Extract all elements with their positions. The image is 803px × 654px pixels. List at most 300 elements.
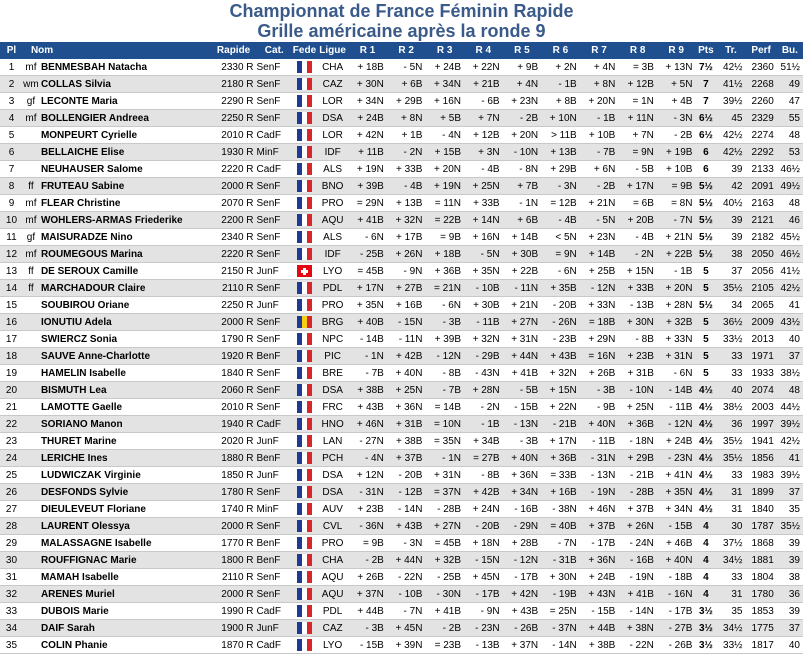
round-result-cell: + 30B (503, 246, 542, 263)
performance-cell: 2268 (746, 76, 777, 93)
round-result-cell: + 39B (425, 331, 464, 348)
federation-cell (292, 518, 317, 535)
table-row (0, 297, 803, 314)
round-result-cell: = 14B (425, 399, 464, 416)
player-name-cell (23, 552, 211, 569)
category-cell: SenF (257, 518, 292, 535)
federation-cell (292, 620, 317, 637)
round-result-cell: - 15N (387, 314, 426, 331)
france-flag-icon (297, 146, 312, 158)
france-flag-icon (297, 418, 312, 430)
rank-cell: 22 (0, 416, 23, 433)
category-cell: SenF (257, 76, 292, 93)
round-result-cell: + 41B (425, 603, 464, 620)
rank-cell: 17 (0, 331, 23, 348)
round-result-cell: + 13B (541, 144, 580, 161)
buchholz-cell: 41½ (777, 263, 803, 280)
points-cell: 7½ (695, 59, 716, 76)
round-result-cell: - 13B (464, 637, 503, 654)
rank-cell: 30 (0, 552, 23, 569)
tiebreak-cell: 34½ (716, 552, 745, 569)
rank-cell: 1 (0, 59, 23, 76)
round-result-cell: + 38B (348, 382, 387, 399)
round-result-cell: + 24N (464, 501, 503, 518)
player-name: DAIF Sarah (40, 622, 95, 634)
round-result-cell: - 17B (657, 603, 696, 620)
points-cell: 6½ (695, 127, 716, 144)
round-result-cell: - 26B (657, 637, 696, 654)
league-cell: PDL (317, 280, 348, 297)
round-result-cell: - 23N (657, 450, 696, 467)
category-cell: SenF (257, 59, 292, 76)
federation-cell (292, 501, 317, 518)
round-result-cell: + 5N (657, 76, 696, 93)
rank-cell: 11 (0, 229, 23, 246)
france-flag-icon (297, 197, 312, 209)
france-flag-icon (297, 350, 312, 362)
round-result-cell: + 36B (425, 263, 464, 280)
rank-cell: 16 (0, 314, 23, 331)
federation-cell (292, 450, 317, 467)
league-cell: PCH (317, 450, 348, 467)
buchholz-cell: 39 (777, 603, 803, 620)
round-result-cell: + 36N (387, 399, 426, 416)
player-name: SORIANO Manon (40, 418, 123, 430)
rating-cell: 2010 R (211, 127, 257, 144)
points-cell: 5½ (695, 195, 716, 212)
buchholz-cell: 37 (777, 620, 803, 637)
table-row (0, 586, 803, 603)
round-result-cell: + 23B (348, 501, 387, 518)
round-result-cell: + 44B (580, 620, 619, 637)
player-name-cell (23, 297, 211, 314)
round-result-cell: - 15N (464, 552, 503, 569)
buchholz-cell: 38 (777, 569, 803, 586)
buchholz-cell: 44½ (777, 399, 803, 416)
round-result-cell: + 21N (580, 195, 619, 212)
player-name: LUDWICZAK Virginie (40, 469, 141, 481)
round-result-cell: - 11N (503, 280, 542, 297)
france-flag-icon (297, 95, 312, 107)
round-result-cell: - 14N (541, 637, 580, 654)
performance-cell: 2013 (746, 331, 777, 348)
round-result-cell: + 46N (348, 416, 387, 433)
round-result-cell: + 33B (618, 280, 657, 297)
federation-cell (292, 263, 317, 280)
round-result-cell: + 6B (387, 76, 426, 93)
category-cell: JunF (257, 620, 292, 637)
round-result-cell: - 11B (657, 399, 696, 416)
round-result-cell: + 24B (657, 433, 696, 450)
round-result-cell: + 31B (618, 365, 657, 382)
round-result-cell: + 20N (425, 161, 464, 178)
round-result-cell: + 41N (657, 467, 696, 484)
round-result-cell: + 6B (503, 212, 542, 229)
france-flag-icon (297, 435, 312, 447)
round-result-cell: - 9B (580, 399, 619, 416)
round-result-cell: - 2B (348, 552, 387, 569)
round-result-cell: - 29B (464, 348, 503, 365)
round-result-cell: - 26B (503, 620, 542, 637)
round-result-cell: - 5N (387, 59, 426, 76)
federation-cell (292, 569, 317, 586)
round-result-cell: + 21N (657, 229, 696, 246)
player-title: mf (25, 248, 37, 260)
round-result-cell: + 41B (348, 212, 387, 229)
round-result-cell: - 25B (348, 246, 387, 263)
buchholz-cell: 36 (777, 586, 803, 603)
points-cell: 4 (695, 535, 716, 552)
performance-cell: 2329 (746, 110, 777, 127)
performance-cell: 2056 (746, 263, 777, 280)
table-row (0, 263, 803, 280)
round-result-cell: - 4N (348, 450, 387, 467)
round-result-cell: = 9B (348, 535, 387, 552)
round-result-cell: + 44N (503, 348, 542, 365)
buchholz-cell: 42½ (777, 433, 803, 450)
round-result-cell: + 4B (657, 93, 696, 110)
round-result-cell: - 3B (348, 620, 387, 637)
rating-cell: 2340 R (211, 229, 257, 246)
rating-cell: 2000 R (211, 178, 257, 195)
federation-cell (292, 314, 317, 331)
table-row (0, 314, 803, 331)
player-name: DIEULEVEUT Floriane (40, 503, 146, 515)
player-name: BISMUTH Lea (40, 384, 107, 396)
tiebreak-cell: 33½ (716, 331, 745, 348)
performance-cell: 2121 (746, 212, 777, 229)
player-name-cell (23, 484, 211, 501)
rating-cell: 1780 R (211, 484, 257, 501)
france-flag-icon (297, 180, 312, 192)
round-result-cell: + 31N (503, 331, 542, 348)
france-flag-icon (297, 486, 312, 498)
category-cell: SenF (257, 382, 292, 399)
buchholz-cell: 48 (777, 195, 803, 212)
federation-cell (292, 59, 317, 76)
round-result-cell: + 21B (464, 76, 503, 93)
performance-cell: 2065 (746, 297, 777, 314)
round-result-cell: + 32B (657, 314, 696, 331)
round-result-cell: - 15B (657, 518, 696, 535)
round-result-cell: = 23B (425, 637, 464, 654)
league-cell: FRC (317, 399, 348, 416)
column-header: Cat. (257, 42, 292, 59)
federation-cell (292, 280, 317, 297)
table-row (0, 212, 803, 229)
round-result-cell: + 16N (464, 229, 503, 246)
round-result-cell: + 40N (503, 450, 542, 467)
player-name-cell (23, 280, 211, 297)
league-cell: ALS (317, 229, 348, 246)
performance-cell: 2163 (746, 195, 777, 212)
rating-cell: 1840 R (211, 365, 257, 382)
round-result-cell: + 4N (503, 76, 542, 93)
round-result-cell: - 4N (425, 127, 464, 144)
league-cell: LOR (317, 127, 348, 144)
player-name: MAMAH Isabelle (40, 571, 119, 583)
player-name: BENMESBAH Natacha (40, 61, 148, 73)
player-name-cell (23, 518, 211, 535)
performance-cell: 2274 (746, 127, 777, 144)
round-result-cell: = 10N (425, 416, 464, 433)
round-result-cell: - 3B (503, 433, 542, 450)
page-title: Championnat de France Féminin Rapide (229, 1, 574, 21)
round-result-cell: + 32N (541, 365, 580, 382)
performance-cell: 1868 (746, 535, 777, 552)
player-name: BELLAICHE Elise (40, 146, 125, 158)
tiebreak-cell: 42½ (716, 144, 745, 161)
round-result-cell: + 33N (657, 331, 696, 348)
round-result-cell: - 30N (425, 586, 464, 603)
tiebreak-cell: 33 (716, 348, 745, 365)
league-cell: CHA (317, 552, 348, 569)
tiebreak-cell: 42½ (716, 127, 745, 144)
category-cell: SenF (257, 586, 292, 603)
performance-cell: 2009 (746, 314, 777, 331)
league-cell: LOR (317, 93, 348, 110)
round-result-cell: + 17B (387, 229, 426, 246)
round-result-cell: - 11B (464, 314, 503, 331)
romania-flag-icon (297, 316, 312, 328)
round-result-cell: + 37B (387, 450, 426, 467)
standings-table (0, 42, 803, 654)
rating-cell: 1850 R (211, 467, 257, 484)
player-name: ROUMEGOUS Marina (40, 248, 143, 260)
round-result-cell: - 12N (580, 280, 619, 297)
round-result-cell: + 34N (657, 501, 696, 518)
round-result-cell: - 8B (425, 365, 464, 382)
round-result-cell: - 7B (348, 365, 387, 382)
federation-cell (292, 93, 317, 110)
round-result-cell: + 42B (464, 484, 503, 501)
rating-cell: 2060 R (211, 382, 257, 399)
rank-cell: 7 (0, 161, 23, 178)
player-name-cell (23, 195, 211, 212)
player-title: mf (25, 112, 37, 124)
rating-cell: 1920 R (211, 348, 257, 365)
federation-cell (292, 365, 317, 382)
round-result-cell: - 17B (580, 535, 619, 552)
points-cell: 6½ (695, 110, 716, 127)
round-result-cell: + 27N (503, 314, 542, 331)
round-result-cell: + 23N (580, 229, 619, 246)
category-cell: MinF (257, 144, 292, 161)
round-result-cell: - 22N (387, 569, 426, 586)
round-result-cell: - 20B (464, 518, 503, 535)
round-result-cell: + 41B (503, 365, 542, 382)
france-flag-icon (297, 537, 312, 549)
round-result-cell: - 2N (464, 399, 503, 416)
round-result-cell: + 34B (464, 433, 503, 450)
player-name-cell (23, 229, 211, 246)
player-name: DE SEROUX Camille (40, 265, 139, 277)
round-result-cell: + 7B (503, 178, 542, 195)
round-result-cell: + 22N (464, 59, 503, 76)
france-flag-icon (297, 367, 312, 379)
points-cell: 3½ (695, 603, 716, 620)
round-result-cell: - 6N (541, 263, 580, 280)
player-title: mf (25, 214, 37, 226)
round-result-cell: - 15B (348, 637, 387, 654)
round-result-cell: = 35N (425, 433, 464, 450)
buchholz-cell: 38½ (777, 365, 803, 382)
performance-cell: 1817 (746, 637, 777, 654)
round-result-cell: - 3B (580, 382, 619, 399)
round-result-cell: + 40N (387, 365, 426, 382)
round-result-cell: + 31B (387, 416, 426, 433)
rating-cell: 2220 R (211, 161, 257, 178)
round-result-cell: + 22N (541, 399, 580, 416)
buchholz-cell: 47 (777, 93, 803, 110)
player-name-cell (23, 161, 211, 178)
performance-cell: 2360 (746, 59, 777, 76)
round-result-cell: + 19N (348, 161, 387, 178)
player-name-cell (23, 620, 211, 637)
player-name: FLEAR Christine (40, 197, 121, 209)
points-cell: 5 (695, 314, 716, 331)
rank-cell: 29 (0, 535, 23, 552)
rating-cell: 2290 R (211, 93, 257, 110)
table-row (0, 450, 803, 467)
league-cell: DSA (317, 467, 348, 484)
round-result-cell: - 10B (387, 586, 426, 603)
round-result-cell: + 42B (387, 348, 426, 365)
round-result-cell: = 21N (425, 280, 464, 297)
rank-cell: 21 (0, 399, 23, 416)
round-result-cell: + 22B (657, 246, 696, 263)
player-name-cell (23, 365, 211, 382)
round-result-cell: + 11N (618, 110, 657, 127)
league-cell: LYO (317, 263, 348, 280)
tiebreak-cell: 45 (716, 110, 745, 127)
rank-cell: 24 (0, 450, 23, 467)
league-cell: NPC (317, 331, 348, 348)
round-result-cell: - 6N (425, 297, 464, 314)
rating-cell: 2070 R (211, 195, 257, 212)
category-cell: SenF (257, 280, 292, 297)
player-name: MARCHADOUR Claire (40, 282, 146, 294)
league-cell: AQU (317, 586, 348, 603)
points-cell: 4 (695, 552, 716, 569)
round-result-cell: - 13N (580, 467, 619, 484)
round-result-cell: + 36N (580, 552, 619, 569)
column-header: Perf (746, 42, 777, 59)
round-result-cell: = 3B (618, 59, 657, 76)
rating-cell: 2330 R (211, 59, 257, 76)
buchholz-cell: 55 (777, 110, 803, 127)
category-cell: BenF (257, 535, 292, 552)
player-name-cell (23, 331, 211, 348)
tiebreak-cell: 34 (716, 297, 745, 314)
category-cell: SenF (257, 229, 292, 246)
player-name-cell (23, 348, 211, 365)
tiebreak-cell: 39½ (716, 93, 745, 110)
rating-cell: 1880 R (211, 450, 257, 467)
league-cell: PRO (317, 297, 348, 314)
round-result-cell: + 40N (657, 552, 696, 569)
rank-cell: 34 (0, 620, 23, 637)
round-result-cell: + 32N (387, 212, 426, 229)
performance-cell: 1856 (746, 450, 777, 467)
france-flag-icon (297, 469, 312, 481)
performance-cell: 1775 (746, 620, 777, 637)
round-result-cell: + 20N (580, 93, 619, 110)
column-header: R 5 (503, 42, 542, 59)
round-result-cell: + 29B (387, 93, 426, 110)
round-result-cell: + 10N (541, 110, 580, 127)
round-result-cell: + 25B (580, 263, 619, 280)
buchholz-cell: 37 (777, 484, 803, 501)
france-flag-icon (297, 384, 312, 396)
buchholz-cell: 39 (777, 535, 803, 552)
round-result-cell: + 45N (387, 620, 426, 637)
round-result-cell: - 5B (503, 382, 542, 399)
round-result-cell: - 2N (618, 246, 657, 263)
round-result-cell: = 45B (348, 263, 387, 280)
buchholz-cell: 40 (777, 331, 803, 348)
tiebreak-cell: 38½ (716, 399, 745, 416)
round-result-cell: - 8B (464, 467, 503, 484)
player-title: ff (28, 265, 34, 277)
league-cell: BNO (317, 178, 348, 195)
player-title: ff (28, 180, 34, 192)
round-result-cell: + 26B (348, 569, 387, 586)
table-row (0, 535, 803, 552)
tiebreak-cell: 33 (716, 365, 745, 382)
category-cell: SenF (257, 178, 292, 195)
tiebreak-cell: 39 (716, 161, 745, 178)
round-result-cell: + 26N (387, 246, 426, 263)
player-title: mf (25, 61, 37, 73)
federation-cell (292, 331, 317, 348)
round-result-cell: - 2B (580, 178, 619, 195)
round-result-cell: + 25N (464, 178, 503, 195)
category-cell: SenF (257, 314, 292, 331)
buchholz-cell: 46½ (777, 161, 803, 178)
round-result-cell: + 29B (618, 450, 657, 467)
rank-cell: 5 (0, 127, 23, 144)
round-result-cell: + 34N (503, 484, 542, 501)
category-cell: SenF (257, 569, 292, 586)
points-cell: 7 (695, 93, 716, 110)
france-flag-icon (297, 605, 312, 617)
france-flag-icon (297, 588, 312, 600)
buchholz-cell: 39½ (777, 416, 803, 433)
player-name: LERICHE Ines (40, 452, 108, 464)
round-result-cell: + 44N (387, 552, 426, 569)
federation-cell (292, 229, 317, 246)
points-cell: 4½ (695, 484, 716, 501)
federation-cell (292, 212, 317, 229)
france-flag-icon (297, 299, 312, 311)
player-name: WOHLERS-ARMAS Friederike (40, 214, 183, 226)
tiebreak-cell: 31 (716, 484, 745, 501)
tiebreak-cell: 40 (716, 382, 745, 399)
round-result-cell: = 37N (425, 484, 464, 501)
points-cell: 4 (695, 518, 716, 535)
player-name-cell (23, 178, 211, 195)
category-cell: BenF (257, 450, 292, 467)
round-result-cell: - 20B (541, 297, 580, 314)
rank-cell: 19 (0, 365, 23, 382)
rating-cell: 1930 R (211, 144, 257, 161)
player-title: wm (23, 78, 39, 90)
player-name-cell (23, 110, 211, 127)
table-row (0, 229, 803, 246)
performance-cell: 2133 (746, 161, 777, 178)
player-name-cell (23, 246, 211, 263)
